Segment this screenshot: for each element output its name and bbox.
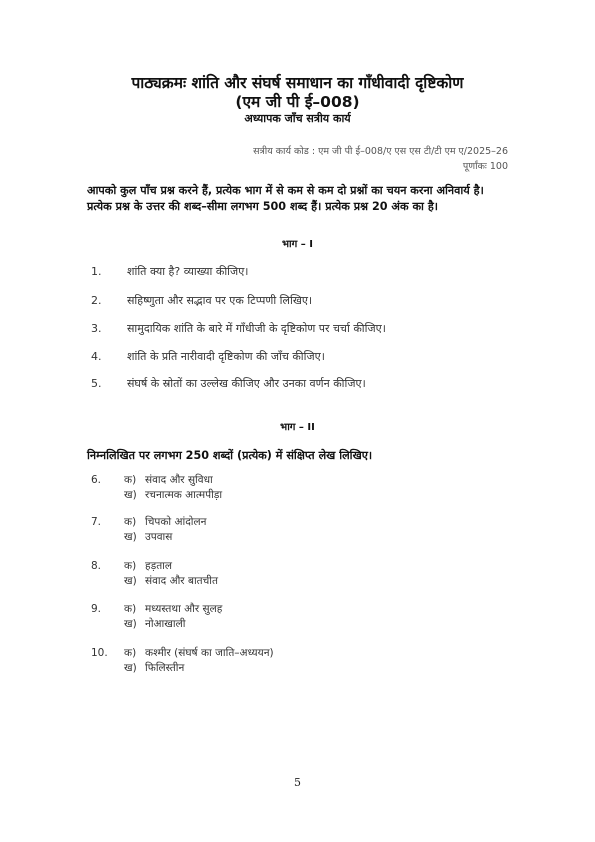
sub-question-b — [124, 618, 185, 631]
sub-text: हड़ताल — [145, 560, 173, 572]
sub-text: संवाद और सुविधा — [145, 474, 213, 486]
question-number: 9. — [91, 603, 102, 615]
question-number: 8. — [91, 560, 102, 572]
section-1-heading: भाग – I — [282, 239, 313, 250]
question-text: सहिष्णुता और सद्भाव पर एक टिप्पणी लिखिए। — [127, 294, 313, 307]
sub-question-b — [124, 531, 172, 544]
question-number: 2. — [91, 294, 102, 307]
sub-question-a — [124, 560, 172, 573]
course-title: पाठ्यक्रमः शांति और संघर्ष समाधान का गाँधीवादी दृष्टिकोण — [131, 74, 464, 92]
question-text: सामुदायिक शांति के बारे में गाँधीजी के दृष्टिकोण पर चर्चा कीजिए। — [127, 322, 386, 335]
section-2-instruction: निम्नलिखित पर लगभग 250 शब्दों (प्रत्येक) में संक्षिप्त लेख लिखिए। — [87, 449, 373, 462]
question-number: 3. — [91, 322, 102, 335]
sub-text: कश्मीर (संघर्ष का जाति–अध्ययन) — [145, 647, 274, 659]
sub-question-b — [124, 489, 222, 502]
sub-label: क) — [124, 516, 137, 528]
sub-question-a — [124, 603, 222, 616]
sub-label: क) — [124, 474, 137, 486]
sub-label: क) — [124, 560, 137, 572]
sub-question-b — [124, 662, 184, 675]
question-text: शांति के प्रति नारीवादी दृष्टिकोण की जाँच कीजिए। — [127, 350, 325, 363]
sub-text: रचनात्मक आत्मपीड़ा — [145, 489, 223, 501]
section-2-heading: भाग – II — [280, 422, 315, 433]
assignment-type: अध्यापक जाँच सत्रीय कार्य — [244, 112, 351, 125]
sub-label: ख) — [124, 489, 137, 501]
sub-text: फिलिस्तीन — [145, 662, 185, 674]
question-text: संघर्ष के स्रोतों का उल्लेख कीजिए और उनका वर्णन कीजिए। — [127, 377, 366, 390]
sub-question-a — [124, 474, 213, 487]
sub-text: मध्यस्तथा और सुलह — [145, 603, 223, 615]
sub-label: ख) — [124, 575, 137, 587]
question-number: 4. — [91, 350, 102, 363]
sub-label: क) — [124, 647, 137, 659]
max-marks: पूर्णांकः 100 — [462, 161, 508, 172]
question-number: 7. — [91, 516, 102, 528]
sub-text: नोआखाली — [145, 618, 186, 630]
page-number: 5 — [294, 776, 301, 789]
sub-label: ख) — [124, 531, 137, 543]
sub-question-b — [124, 575, 218, 588]
sub-label: ख) — [124, 662, 137, 674]
sub-text: उपवास — [145, 531, 173, 543]
assignment-code: सत्रीय कार्य कोड : एम जी पी ई–008/ए एस एस टी/टी एम ए/2025–26 — [253, 146, 508, 157]
question-text: शांति क्या है? व्याख्या कीजिए। — [127, 265, 249, 278]
sub-label: ख) — [124, 618, 137, 630]
question-number: 10. — [91, 647, 108, 659]
question-number: 5. — [91, 377, 102, 390]
general-instructions: आपको कुल पाँच प्रश्न करने हैं, प्रत्येक भाग में से कम से कम दो प्रश्नों का चयन करना अनिवार्य है। प्रत्येक प्रश्न के उत्तर की शब्द–सीमा लगभग 500 शब्द हैं। प्रत्येक प्रश्न 20 अंक का है। — [87, 184, 484, 213]
sub-question-a — [124, 647, 274, 660]
question-number: 6. — [91, 474, 102, 486]
question-number: 1. — [91, 265, 102, 278]
sub-label: क) — [124, 603, 137, 615]
sub-question-a — [124, 516, 206, 529]
course-code: (एम जी पी ई–008) — [235, 93, 360, 111]
sub-text: संवाद और बातचीत — [145, 575, 219, 587]
sub-text: चिपको आंदोलन — [145, 516, 207, 528]
